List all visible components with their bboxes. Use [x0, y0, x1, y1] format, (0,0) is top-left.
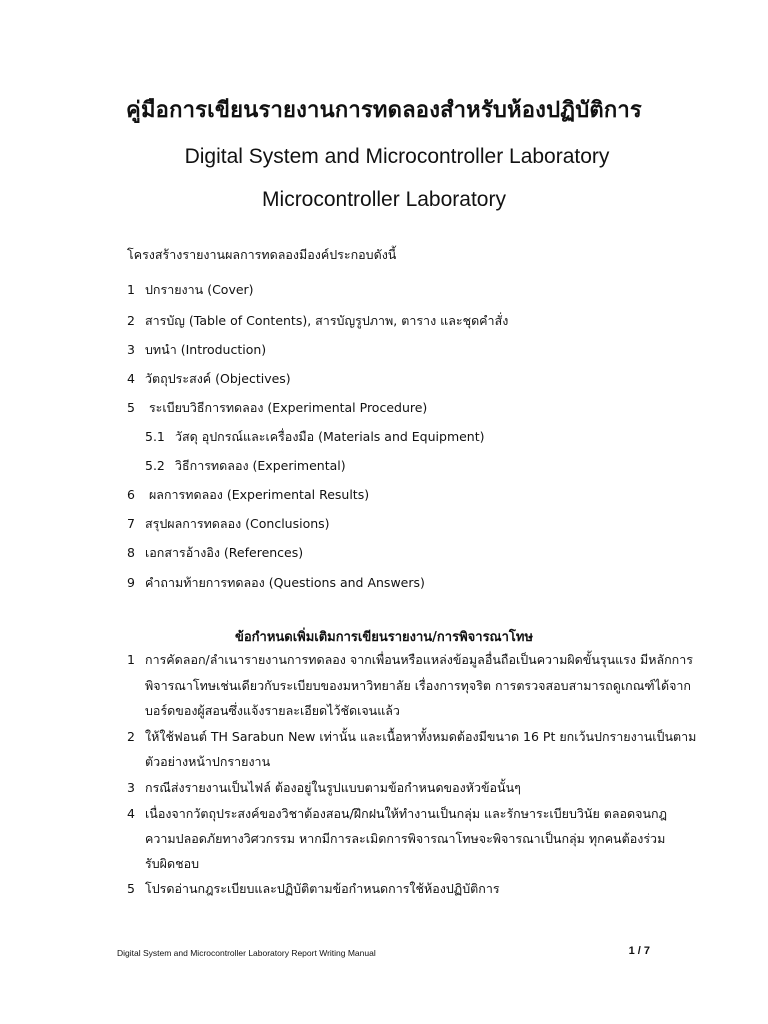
- structure-item: [127, 545, 303, 561]
- structure-item-number: 3: [127, 342, 135, 357]
- rule-number: 1: [127, 652, 135, 667]
- rule-item: [127, 729, 696, 745]
- structure-item-number: 5.1: [145, 429, 165, 444]
- structure-item-number: 5.2: [145, 458, 165, 473]
- structure-item-number: 5: [127, 400, 135, 415]
- page-title-thai: คู่มือการเขียนรายงานการทดลองสำหรับห้องปฏิบัติการ: [126, 98, 642, 123]
- structure-item-text: วิธีการทดลอง (Experimental): [171, 458, 346, 473]
- rule-text-line: กรณีส่งรายงานเป็นไฟล์ ต้องอยู่ในรูปแบบตามข้อกำหนดของหัวข้อนั้นๆ: [145, 780, 521, 795]
- structure-item: [127, 371, 291, 387]
- footer-document-title: Digital System and Microcontroller Laboratory Report Writing Manual: [117, 948, 376, 958]
- structure-item-number: 4: [127, 371, 135, 386]
- structure-item: [127, 342, 266, 358]
- structure-item-text: สรุปผลการทดลอง (Conclusions): [145, 516, 330, 531]
- structure-item: [127, 400, 427, 416]
- structure-item-number: 9: [127, 575, 135, 590]
- rule-item: [127, 806, 667, 822]
- rule-text-line: ให้ใช้ฟอนต์ TH Sarabun New เท่านั้น และเนื้อหาทั้งหมดต้องมีขนาด 16 Pt ยกเว้นปกรายงานเป็นตาม: [145, 729, 697, 744]
- structure-item-text: คำถามท้ายการทดลอง (Questions and Answers): [145, 575, 425, 590]
- rule-text-line: ตัวอย่างหน้าปกรายงาน: [145, 754, 271, 769]
- structure-intro: โครงสร้างรายงานผลการทดลองมีองค์ประกอบดังนี้: [127, 247, 397, 262]
- structure-item-text: วัสดุ อุปกรณ์และเครื่องมือ (Materials and Equipment): [171, 429, 485, 444]
- page-number: 1 / 7: [628, 945, 650, 957]
- structure-subitem: [145, 429, 485, 445]
- rule-text-line: ความปลอดภัยทางวิศวกรรม หากมีการละเมิดการพิจารณาโทษจะพิจารณาเป็นกลุ่ม ทุกคนต้องร่วม: [145, 831, 666, 846]
- structure-item-text: ปกรายงาน (Cover): [145, 282, 254, 297]
- structure-item-number: 1: [127, 282, 135, 297]
- structure-item-number: 8: [127, 545, 135, 560]
- structure-item: [127, 282, 254, 298]
- rule-text-line: โปรดอ่านกฎระเบียบและปฏิบัติตามข้อกำหนดการใช้ห้องปฏิบัติการ: [145, 881, 500, 896]
- rule-item: [127, 780, 521, 796]
- rule-text-line: เนื่องจากวัตถุประสงค์ของวิชาต้องสอน/ฝึกฝนให้ทำงานเป็นกลุ่ม และรักษาระเบียบวินัย ตลอดจนกฎ: [145, 806, 667, 821]
- structure-item: [127, 575, 425, 591]
- rule-number: 5: [127, 881, 135, 896]
- page-title-english: Digital System and Microcontroller Laboratory: [184, 145, 610, 168]
- structure-item: [127, 516, 330, 532]
- rule-item: [127, 652, 693, 668]
- rule-number: 2: [127, 729, 135, 744]
- structure-item-text: ระเบียบวิธีการทดลอง (Experimental Procedure): [145, 400, 428, 415]
- rule-item: [127, 881, 500, 897]
- rule-text-line: รับผิดชอบ: [145, 856, 200, 871]
- structure-item-text: เอกสารอ้างอิง (References): [145, 545, 304, 560]
- structure-item: [127, 487, 369, 503]
- rule-text-line: พิจารณาโทษเช่นเดียวกับระเบียบของมหาวิทยาลัย เรื่องการทุจริต การตรวจสอบสามารถดูเกณฑ์ได้จาก: [145, 678, 692, 693]
- structure-item-text: บทนำ (Introduction): [145, 342, 267, 357]
- structure-item-text: สารบัญ (Table of Contents), สารบัญรูปภาพ, ตาราง และชุดคำสั่ง: [145, 313, 509, 328]
- structure-item-number: 7: [127, 516, 135, 531]
- structure-item: [127, 313, 508, 329]
- rule-number: 3: [127, 780, 135, 795]
- page-subtitle-english: Microcontroller Laboratory: [262, 188, 506, 211]
- rule-text-line: การคัดลอก/ลำเนารายงานการทดลอง จากเพื่อนหรือแหล่งข้อมูลอื่นถือเป็นความผิดขั้นรุนแรง มีหลักการ: [145, 652, 693, 667]
- rules-heading: ข้อกำหนดเพิ่มเติมการเขียนรายงาน/การพิจารณาโทษ: [234, 630, 534, 645]
- structure-item-number: 2: [127, 313, 135, 328]
- structure-item-number: 6: [127, 487, 135, 502]
- structure-item-text: ผลการทดลอง (Experimental Results): [145, 487, 370, 502]
- rule-text-line: บอร์ดของผู้สอนซึ่งแจ้งรายละเอียดไว้ชัดเจนแล้ว: [145, 703, 400, 718]
- structure-subitem: [145, 458, 346, 474]
- structure-item-text: วัตถุประสงค์ (Objectives): [145, 371, 291, 386]
- rule-number: 4: [127, 806, 135, 821]
